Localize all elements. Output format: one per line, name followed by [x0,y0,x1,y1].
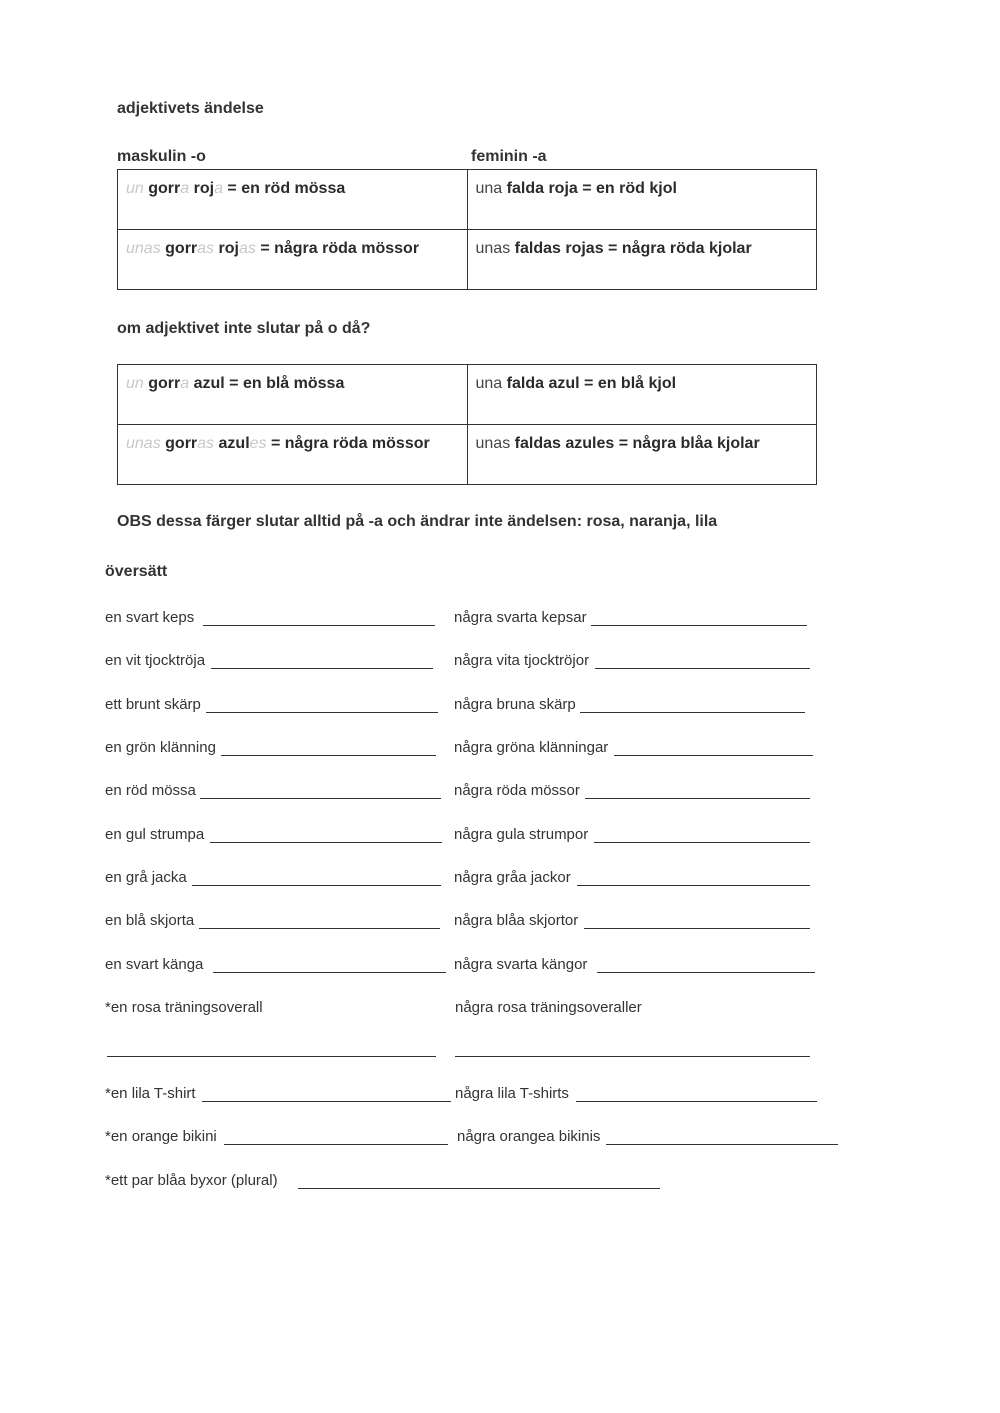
exercise-prompt: några gråa jackor [454,869,571,886]
noun-stem: gorr [148,375,181,392]
table-cell [118,425,468,485]
translation-text: = några röda kjolar [603,240,752,257]
answer-line[interactable] [591,625,807,626]
noun: faldas [514,435,561,452]
table-cell [467,170,817,230]
adjective: rojas [565,240,604,257]
answer-line[interactable] [455,1056,810,1057]
answer-line[interactable] [594,842,810,843]
answer-line[interactable] [606,1144,838,1145]
noun-stem: gorr [165,435,198,452]
answer-line[interactable] [203,625,435,626]
article: una [475,180,503,197]
faded-ending: a [180,180,190,197]
answer-line[interactable] [202,1101,451,1102]
translation-text: = en röd mössa [222,180,346,197]
answer-line[interactable] [199,928,440,929]
adjective-stem: azul [193,375,225,392]
question-heading: om adjektivet inte slutar på o då? [117,320,371,337]
translation-text: = några röda mössor [255,240,420,257]
exercise-prompt: *en lila T-shirt [105,1085,196,1102]
faded-ending: as [197,435,215,452]
answer-line[interactable] [298,1188,660,1189]
answer-line[interactable] [224,1144,448,1145]
table-cell [118,365,468,425]
table-cell [118,170,468,230]
translation-text: = några röda mössor [266,435,430,452]
answer-line[interactable] [597,972,815,973]
adjective: azules [565,435,615,452]
exercise-prompt: en grå jacka [105,869,187,886]
obs-note: OBS dessa färger slutar alltid på -a och ändrar inte ändelsen: rosa, naranja, lila [117,513,718,530]
answer-line[interactable] [585,798,810,799]
grammar-table-o-ending [117,169,817,290]
exercise-prompt: några orangea bikinis [457,1128,601,1145]
exercise-prompt: några bruna skärp [454,696,576,713]
exercise-prompt: *en orange bikini [105,1128,217,1145]
page-title: adjektivets ändelse [117,100,264,117]
answer-line[interactable] [576,1101,817,1102]
answer-line[interactable] [614,755,813,756]
adjective-stem: roj [218,240,239,257]
answer-line[interactable] [221,755,436,756]
exercise-prompt: en röd mössa [105,782,196,799]
adjective-stem: azul [218,435,250,452]
answer-line[interactable] [211,668,433,669]
article: unas [475,435,511,452]
adjective-stem: roj [193,180,215,197]
noun-stem: gorr [148,180,181,197]
answer-line[interactable] [192,885,441,886]
answer-line[interactable] [107,1056,436,1057]
exercise-prompt: några röda mössor [454,782,580,799]
noun: faldas [514,240,561,257]
article: una [475,375,503,392]
exercise-prompt: ett brunt skärp [105,696,201,713]
adjective: azul [548,375,580,392]
faded-ending: as [197,240,215,257]
exercise-prompt: några rosa träningsoveraller [455,999,642,1016]
answer-line[interactable] [200,798,441,799]
column-header-feminine: feminin -a [471,148,547,165]
exercise-prompt: en svart känga [105,956,204,973]
column-header-masculine: maskulin -o [117,148,206,165]
faded-ending: as [238,240,256,257]
answer-line[interactable] [206,712,438,713]
exercise-prompt: en vit tjocktröja [105,652,206,669]
faded-article: unas [126,240,161,257]
exercise-prompt: *ett par blåa byxor (plural) [105,1172,278,1189]
table-cell [467,425,817,485]
answer-line[interactable] [595,668,810,669]
table-row [118,170,817,230]
noun-stem: gorr [165,240,198,257]
exercise-prompt: några svarta kepsar [454,609,587,626]
exercise-prompt: en blå skjorta [105,912,195,929]
adjective: roja [548,180,578,197]
noun: falda [506,180,544,197]
translation-text: = en röd kjol [577,180,677,197]
answer-line[interactable] [580,712,805,713]
grammar-table-other-ending [117,364,817,485]
exercise-prompt: några svarta kängor [454,956,588,973]
answer-line[interactable] [213,972,446,973]
table-cell [467,230,817,290]
answer-line[interactable] [584,928,810,929]
exercise-prompt: en grön klänning [105,739,216,756]
exercise-prompt: en gul strumpa [105,826,205,843]
table-row [118,365,817,425]
noun: falda [506,375,544,392]
article: unas [475,240,511,257]
translation-text: = några blåa kjolar [614,435,760,452]
table-cell [118,230,468,290]
exercise-prompt: några blåa skjortor [454,912,579,929]
exercise-prompt: några gröna klänningar [454,739,609,756]
faded-article: un [126,375,144,392]
table-row [118,425,817,485]
table-cell [467,365,817,425]
table-row [118,230,817,290]
exercise-prompt: några gula strumpor [454,826,589,843]
faded-ending: a [214,180,223,197]
translation-text: = en blå mössa [224,375,345,392]
faded-ending: es [249,435,267,452]
exercise-prompt: en svart keps [105,609,195,626]
exercise-prompt: några lila T-shirts [455,1085,569,1102]
faded-article: unas [126,435,161,452]
exercise-prompt: några vita tjocktröjor [454,652,590,669]
answer-line[interactable] [210,842,442,843]
translation-text: = en blå kjol [579,375,677,392]
exercise-prompt: *en rosa träningsoverall [105,999,263,1016]
translate-heading: översätt [105,563,168,580]
faded-ending: a [180,375,190,392]
answer-line[interactable] [577,885,810,886]
faded-article: un [126,180,144,197]
